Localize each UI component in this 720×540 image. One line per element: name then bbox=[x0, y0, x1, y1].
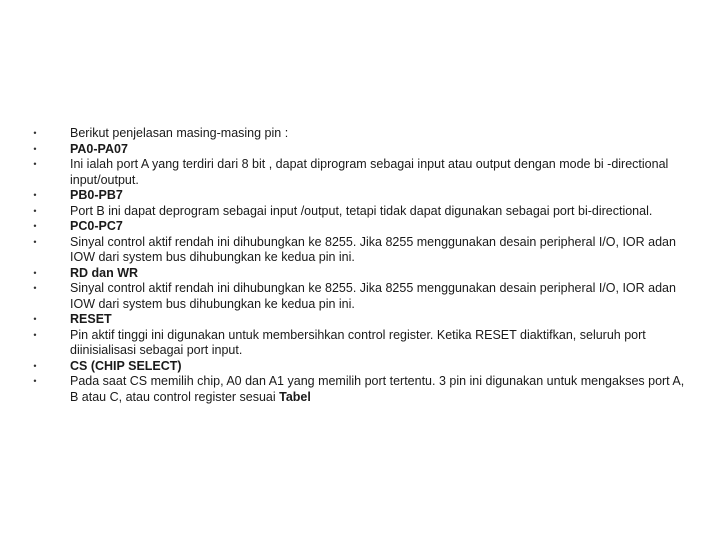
list-item bbox=[30, 359, 690, 375]
desc-pc: Sinyal control aktif rendah ini dihubungkan ke 8255. Jika 8255 menggunakan desain peripheral I/O, IOR adan IOW dari system bus dihubungkan ke kedua pin ini. bbox=[70, 234, 676, 264]
desc-cs: Pada saat CS memilih chip, A0 dan A1 yang memilih port tertentu. 3 pin ini digunakan untuk mengakses port A, B atau C, atau control register sesuai bbox=[70, 374, 685, 404]
bullet-icon: • bbox=[33, 159, 37, 169]
bullet-icon: • bbox=[33, 190, 37, 200]
desc-rd-wr: Sinyal control aktif rendah ini dihubungkan ke 8255. Jika 8255 menggunakan desain peripheral I/O, IOR adan IOW dari system bus dihubungkan ke kedua pin ini. bbox=[70, 281, 676, 311]
bullet-icon: • bbox=[33, 329, 37, 340]
bullet-icon: • bbox=[33, 143, 37, 154]
list-item bbox=[30, 312, 690, 328]
heading-pa: PA0-PA07 bbox=[70, 141, 128, 156]
desc-reset: Pin aktif tinggi ini digunakan untuk membersihkan control register. Ketika RESET diaktifkan, seluruh port diinisialisasi sebagai port input. bbox=[70, 327, 646, 357]
list-item bbox=[30, 188, 690, 204]
list-item bbox=[30, 142, 690, 158]
bullet-icon: • bbox=[33, 283, 37, 293]
heading-rd-wr: RD dan WR bbox=[70, 265, 139, 280]
heading-reset: RESET bbox=[70, 312, 112, 326]
list-item bbox=[30, 126, 690, 142]
desc-pa: Ini ialah port A yang terdiri dari 8 bit , dapat diprogram sebagai input atau output dengan mode bi -directional input/output. bbox=[70, 157, 669, 187]
heading-pc: PC0-PC7 bbox=[70, 219, 123, 233]
bullet-icon: • bbox=[33, 128, 37, 138]
bullet-icon: • bbox=[33, 205, 37, 216]
list-item bbox=[30, 281, 690, 312]
bullet-icon: • bbox=[33, 360, 37, 371]
list-item bbox=[30, 374, 690, 405]
list-item bbox=[30, 157, 690, 188]
list-item bbox=[30, 219, 690, 235]
bullet-list bbox=[30, 126, 690, 405]
bullet-icon: • bbox=[33, 236, 37, 247]
bullet-icon: • bbox=[33, 376, 37, 386]
heading-pb: PB0-PB7 bbox=[70, 188, 123, 202]
desc-pb: Port B ini dapat deprogram sebagai input /output, tetapi tidak dapat digunakan sebagai port bi-directional. bbox=[70, 203, 653, 218]
bullet-icon: • bbox=[33, 221, 37, 231]
list-item bbox=[30, 328, 690, 359]
intro-text: Berikut penjelasan masing-masing pin : bbox=[70, 126, 289, 140]
bullet-icon: • bbox=[33, 314, 37, 324]
list-item bbox=[30, 266, 690, 282]
list-item bbox=[30, 235, 690, 266]
bullet-icon: • bbox=[33, 267, 37, 278]
list-item bbox=[30, 204, 690, 220]
tabel-word: Tabel bbox=[279, 389, 311, 404]
heading-cs: CS (CHIP SELECT) bbox=[70, 358, 182, 373]
